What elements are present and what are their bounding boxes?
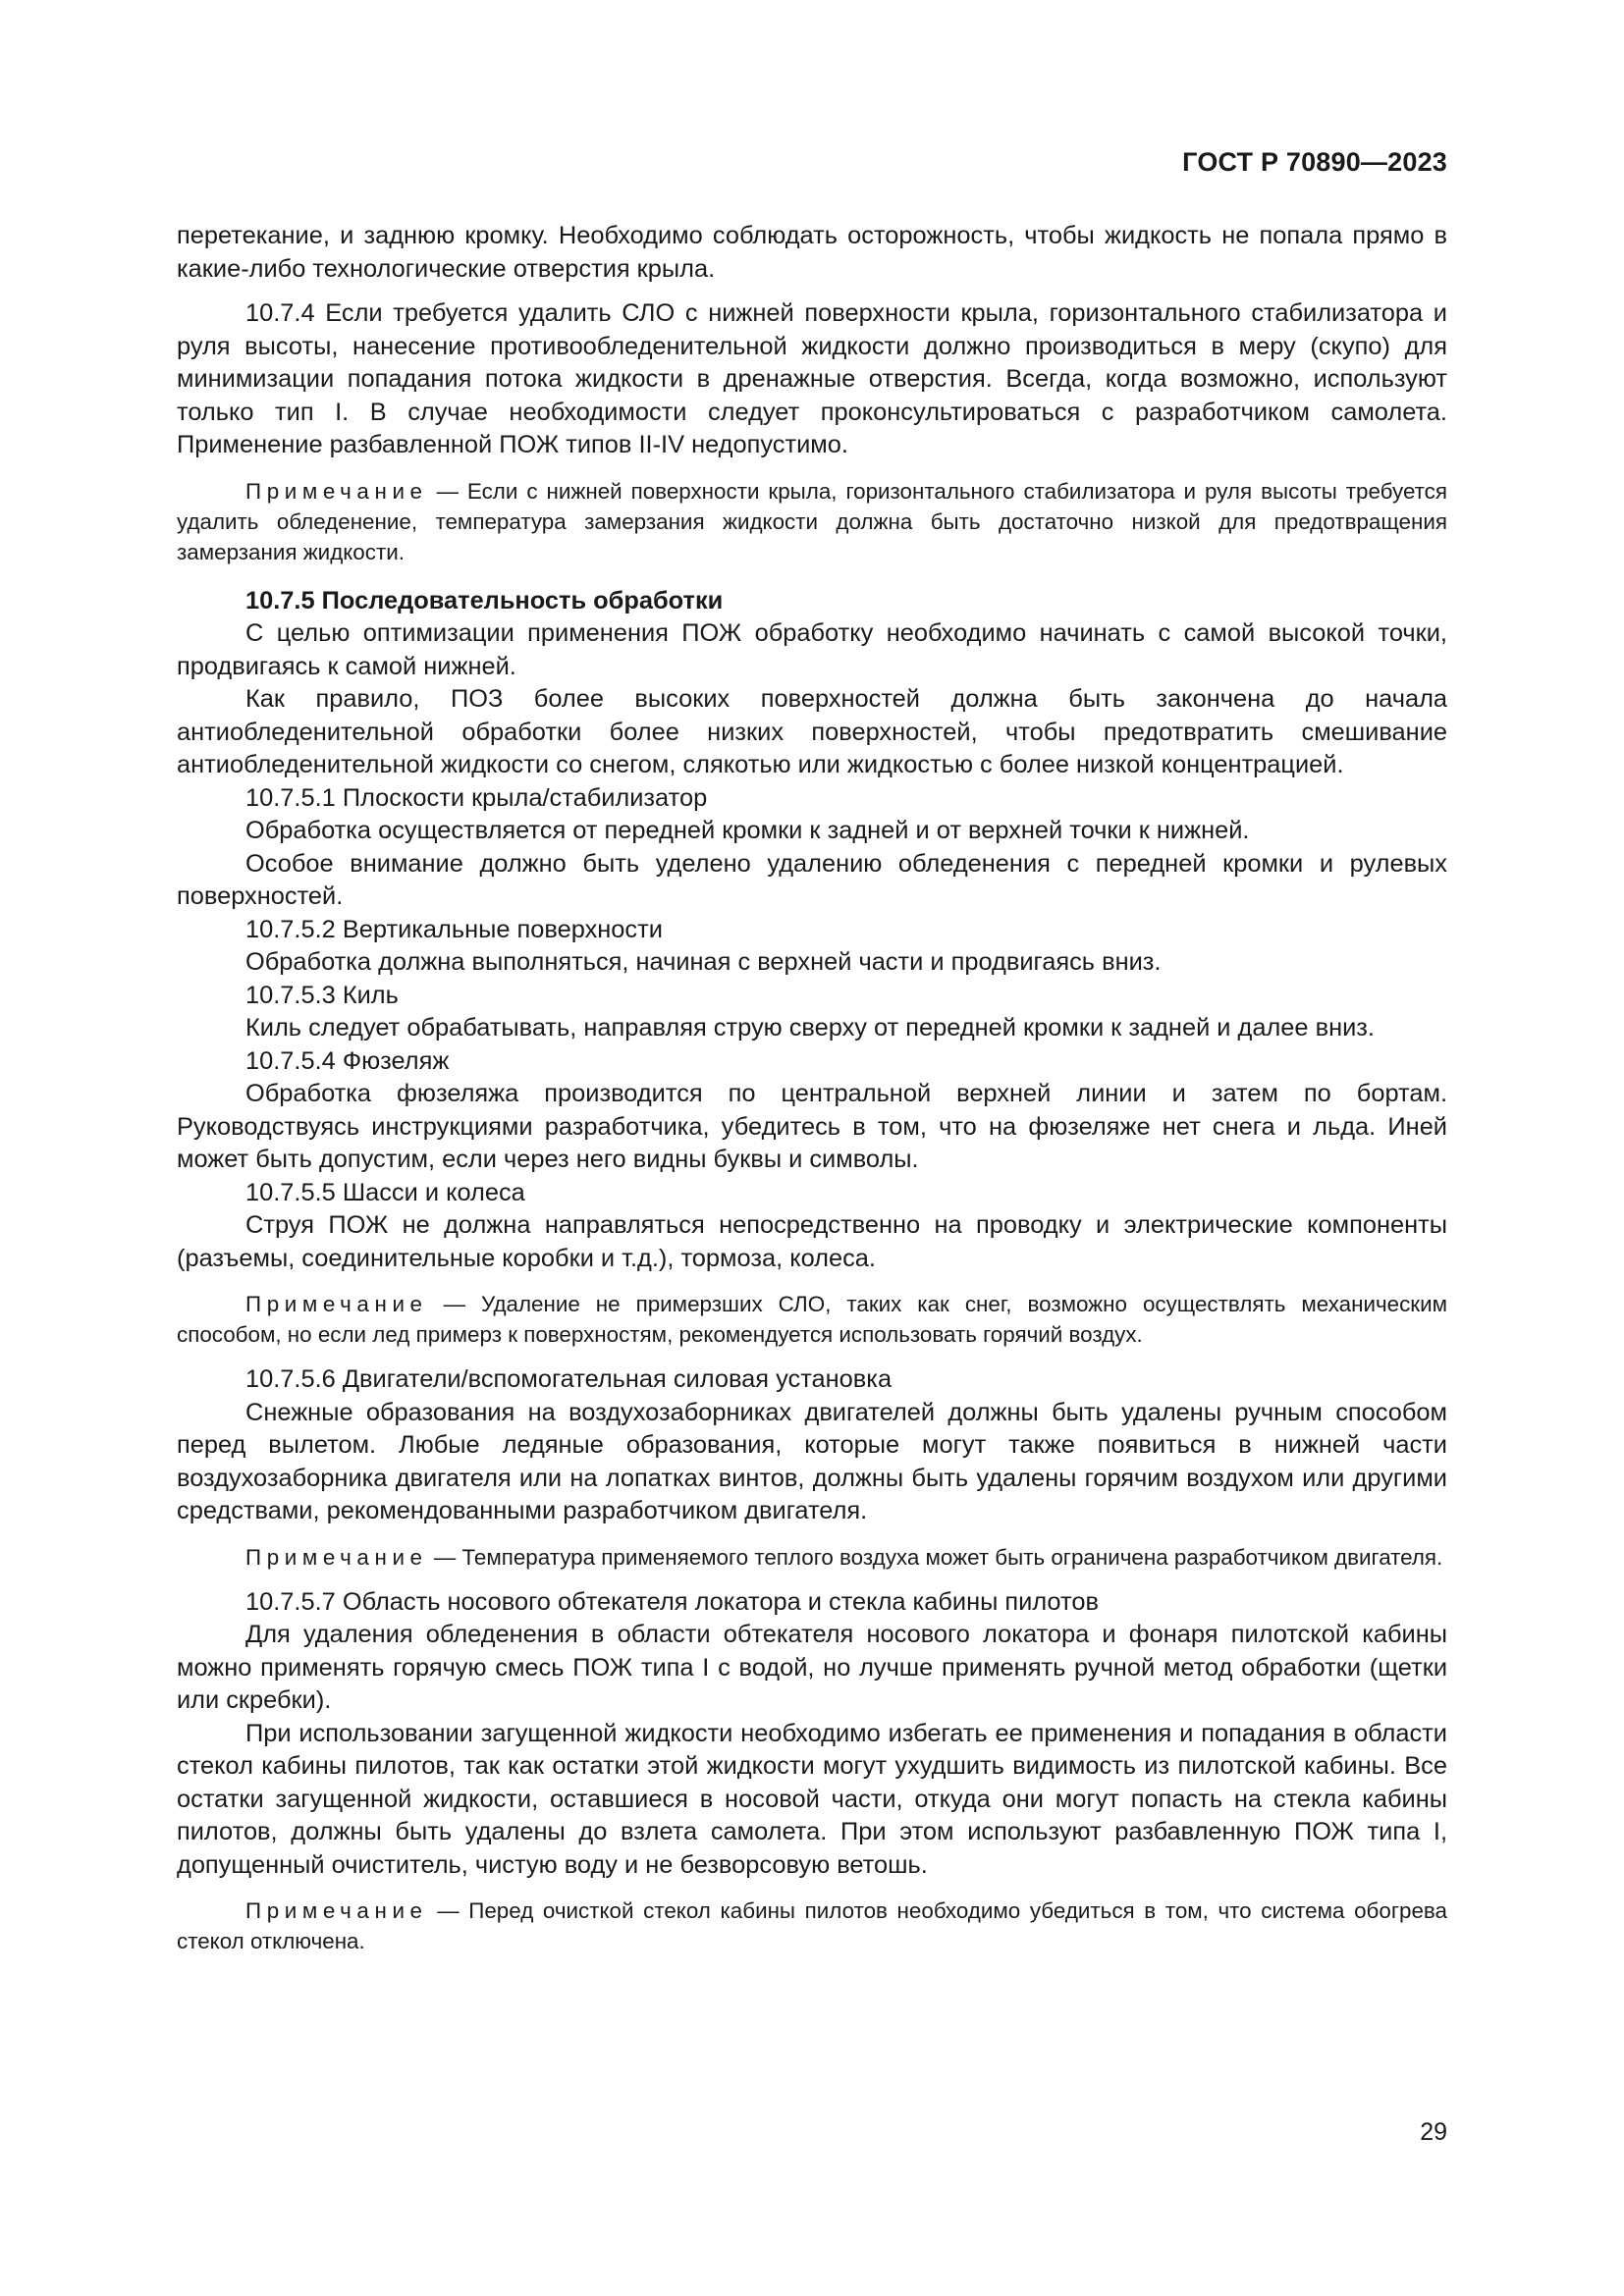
paragraph-vertical-surfaces: Обработка должна выполняться, начиная с верхней части и продвигаясь вниз. [245,948,1162,976]
paragraph-sequence-rule: Как правило, ПОЗ более высоких поверхностей должна быть закончена до начала антиобледенительной обработки более низких поверхностей, чтобы предотвратить смешивание антиобледенительной жидкости со снегом, слякотью или жидкостью с более низкой концентрацией. [177,685,1447,778]
note-2 [177,1289,1447,1350]
subsection-10-7-5-2: 10.7.5.2 Вертикальные поверхности [245,915,663,943]
note-1 [177,476,1447,567]
note-1-text: — Если с нижней поверхности крыла, горизонтального стабилизатора и руля высоты требуется удалить обледенение, температура замерзания жидкости должна быть достаточно низкой для предотвращения замерзания жидкости. [177,478,1447,564]
document-code-header: ГОСТ Р 70890—2023 [1182,147,1447,177]
subsection-10-7-5-4: 10.7.5.4 Фюзеляж [245,1046,450,1075]
paragraph-sequence-intro: С целью оптимизации применения ПОЖ обработку необходимо начинать с самой высокой точки, продвигаясь к самой нижней. [177,619,1447,680]
subsection-10-7-5-6: 10.7.5.6 Двигатели/вспомогательная силовая установка [245,1365,893,1393]
section-heading-10-7-5: 10.7.5 Последовательность обработки [245,586,724,614]
subsection-10-7-5-3: 10.7.5.3 Киль [245,981,399,1009]
note-label: Примечание [245,1898,428,1923]
paragraph-fuselage: Обработка фюзеляжа производится по центральной верхней линии и затем по бортам. Руководствуясь инструкциями разработчика, убедитесь в том, что на фюзеляже нет снега и льда. Иней может быть допустим, если через него видны буквы и символы. [177,1080,1447,1173]
page-number: 29 [1420,2118,1447,2146]
document-body [177,220,1447,1970]
paragraph-10-7-4: 10.7.4 Если требуется удалить СЛО с нижней поверхности крыла, горизонтального стабилизатора и руля высоты, нанесение противообледенительной жидкости должно производиться в меру (скупо) для минимизации попадания потока жидкости в дренажные отверстия. Всегда, когда возможно, используют только тип I. В случае необходимости следует проконсультироваться с разработчиком самолета. Применение разбавленной ПОЖ типов II-IV недопустимо. [177,299,1447,458]
paragraph-engines: Снежные образования на воздухозаборниках двигателей должны быть удалены ручным способом перед вылетом. Любые ледяные образования, которые могут также появиться в нижней части воздухозаборника двигателя или на лопатках винтов, должны быть удалены горячим воздухом или другими средствами, рекомендованными разработчиком двигателя. [177,1398,1447,1524]
paragraph-radome-hot-mix: Для удаления обледенения в области обтекателя носового локатора и фонаря пилотской кабины можно применять горячую смесь ПОЖ типа I с водой, но лучше применять ручной метод обработки (щетки или скребки). [177,1621,1447,1714]
note-label: Примечание [245,1544,428,1570]
paragraph-thickened-fluid: При использовании загущенной жидкости необходимо избегать ее применения и попадания в области стекол кабины пилотов, так как остатки этой жидкости могут ухудшить видимость из пилотской кабины. Все остатки загущенной жидкости, оставшиеся в носовой части, откуда они могут попасть на стекла кабины пилотов, должны быть удалены до взлета самолета. При этом используют разбавленную ПОЖ типа I, допущенный очиститель, чистую воду и не безворсовую ветошь. [177,1719,1447,1879]
note-label: Примечание [245,1292,428,1316]
paragraph-wing-attention: Особое внимание должно быть уделено удалению обледенения с передней кромки и рулевых поверхностей. [177,849,1447,910]
note-3 [177,1542,1447,1573]
subsection-10-7-5-5: 10.7.5.5 Шасси и колеса [245,1178,525,1206]
note-label: Примечание [245,478,428,504]
note-3-text: — Температура применяемого теплого воздуха может быть ограничена разработчиком двигателя. [427,1544,1443,1570]
subsection-10-7-5-7: 10.7.5.7 Область носового обтекателя локатора и стекла кабины пилотов [245,1587,1099,1616]
subsection-10-7-5-1: 10.7.5.1 Плоскости крыла/стабилизатор [245,783,708,812]
note-2-text: — Удаление не примерзших СЛО, таких как снег, возможно осуществлять механическим способом, но если лед примерз к поверхностям, рекомендуется использовать горячий воздух. [177,1292,1447,1347]
paragraph-wing-treatment: Обработка осуществляется от передней кромки к задней и от верхней точки к нижней. [245,817,1250,844]
paragraph-fin: Киль следует обрабатывать, направляя струю сверху от передней кромки к задней и далее вниз. [245,1014,1375,1041]
paragraph-landing-gear: Струя ПОЖ не должна направляться непосредственно на проводку и электрические компоненты (разъемы, соединительные коробки и т.д.), тормоза, колеса. [177,1211,1447,1272]
note-4 [177,1896,1447,1956]
note-4-text: — Перед очисткой стекол кабины пилотов необходимо убедиться в том, что система обогрева стекол отключена. [177,1898,1447,1953]
paragraph-continuation: перетекание, и заднюю кромку. Необходимо соблюдать осторожность, чтобы жидкость не попала прямо в какие-либо технологические отверстия крыла. [177,222,1447,283]
